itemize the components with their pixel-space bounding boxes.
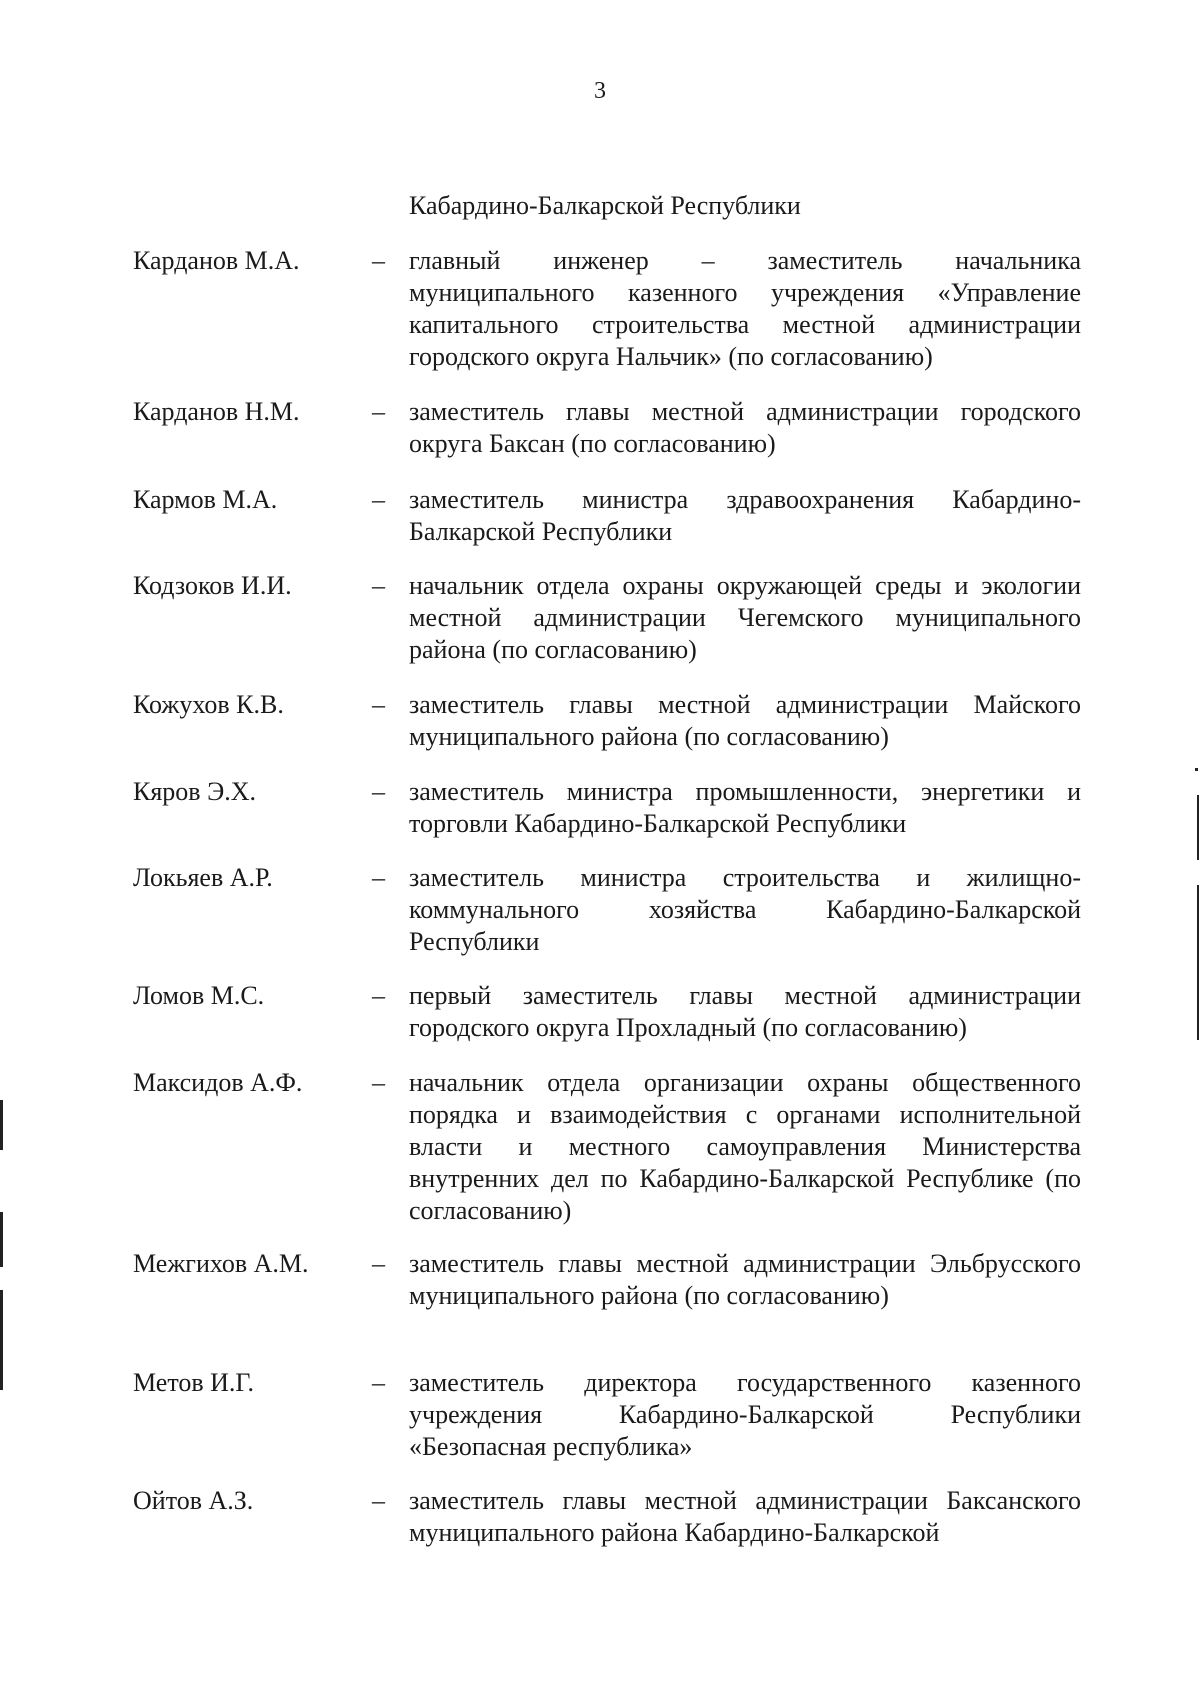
position-description: заместитель главы местной администрации городского округа Баксан (по согласованию) (409, 397, 1081, 458)
person-name: Кодзоков И.И. (133, 571, 292, 600)
position-description: начальник отдела организации охраны общественного порядка и взаимодействия с органами исполнительной власти и местного самоуправления Министерства внутренних дел по Кабардино-Балкарской Республике (по согласованию) (409, 1068, 1081, 1225)
scan-artifact (1197, 795, 1199, 860)
continuation-text: Кабардино-Балкарской Республики (409, 191, 801, 220)
person-name: Кожухов К.В. (133, 690, 284, 719)
position-description: заместитель главы местной администрации Майского муниципального района (по согласованию) (409, 690, 1081, 751)
position-description: первый заместитель главы местной администрации городского округа Прохладный (по согласованию) (409, 981, 1081, 1042)
position-description: заместитель министра здравоохранения Кабардино-Балкарской Республики (409, 485, 1081, 546)
dash-separator: – (372, 863, 385, 892)
person-name: Межгихов А.М. (133, 1249, 309, 1278)
person-name: Карданов Н.М. (133, 397, 300, 426)
dash-separator: – (372, 485, 385, 514)
person-name: Кяров Э.Х. (133, 777, 257, 806)
person-name: Ойтов А.З. (133, 1486, 254, 1515)
scan-artifact (0, 1290, 3, 1390)
person-name: Локьяев А.Р. (133, 863, 273, 892)
dash-separator: – (372, 571, 385, 600)
person-name: Метов И.Г. (133, 1368, 254, 1397)
person-name: Кармов М.А. (133, 485, 278, 514)
dash-separator: – (372, 1068, 385, 1097)
position-description: заместитель главы местной администрации Баксанского муниципального района Кабардино-Балкарской (409, 1486, 1081, 1547)
position-description: заместитель директора государственного казенного учреждения Кабардино-Балкарской Республики «Безопасная республика» (409, 1368, 1081, 1461)
person-name: Ломов М.С. (133, 981, 265, 1010)
position-description: заместитель министра строительства и жилищно-коммунального хозяйства Кабардино-Балкарской Республики (409, 863, 1081, 956)
scan-artifact (1195, 768, 1198, 771)
scan-artifact (0, 1100, 3, 1150)
dash-separator: – (372, 1486, 385, 1515)
dash-separator: – (372, 1368, 385, 1397)
dash-separator: – (372, 246, 385, 275)
dash-separator: – (372, 981, 385, 1010)
dash-separator: – (372, 690, 385, 719)
position-description: заместитель министра промышленности, энергетики и торговли Кабардино-Балкарской Республики (409, 777, 1081, 838)
position-description: заместитель главы местной администрации Эльбрусского муниципального района (по согласованию) (409, 1249, 1081, 1310)
person-name: Максидов А.Ф. (133, 1068, 303, 1097)
position-description: главный инженер – заместитель начальника муниципального казенного учреждения «Управление капитального строительства местной администрации городского округа Нальчик» (по согласованию) (409, 246, 1081, 371)
page-number: 3 (594, 78, 606, 104)
dash-separator: – (372, 1249, 385, 1278)
scan-artifact (0, 1212, 3, 1267)
dash-separator: – (372, 777, 385, 806)
dash-separator: – (372, 397, 385, 426)
position-description: начальник отдела охраны окружающей среды и экологии местной администрации Чегемского муниципального района (по согласованию) (409, 571, 1081, 664)
person-name: Карданов М.А. (133, 246, 300, 275)
scan-artifact (1197, 885, 1199, 1040)
